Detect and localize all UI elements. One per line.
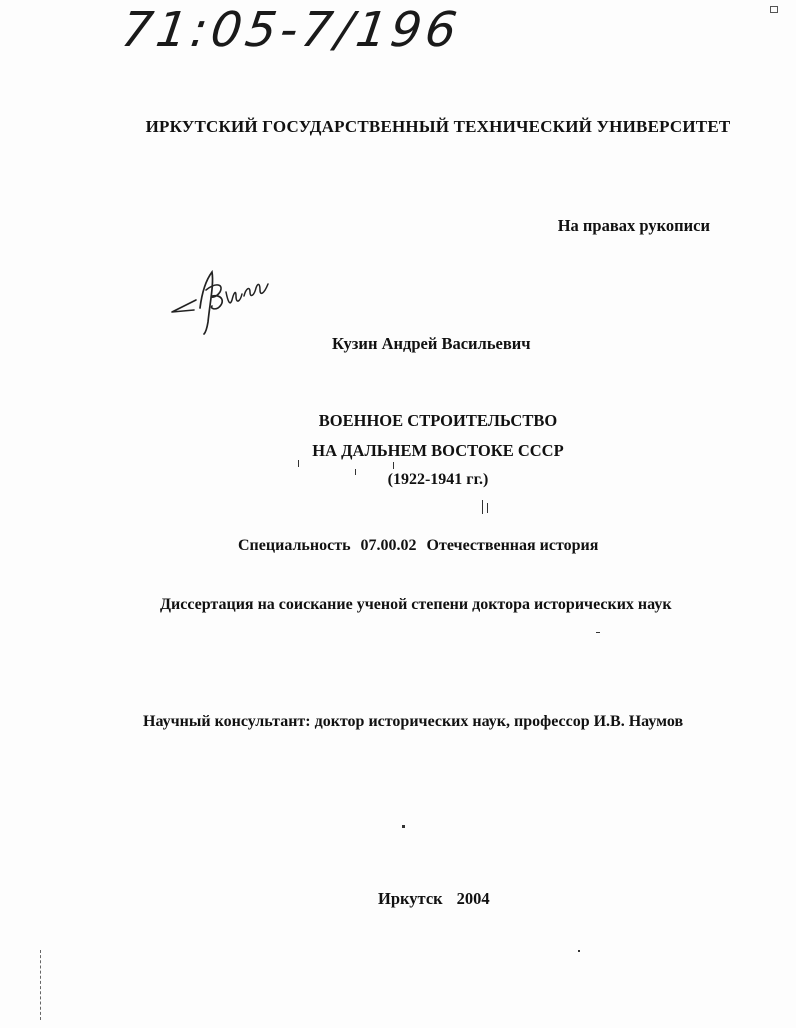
archive-stamp-number: 71:05-7/196 [118,2,464,58]
scan-speck [393,462,394,469]
scan-speck [487,503,488,513]
author-name: Кузин Андрей Васильевич [332,334,531,353]
year: 2004 [456,889,490,908]
title-line-1: ВОЕННОЕ СТРОИТЕЛЬСТВО [318,411,558,430]
dissertation-note: Диссертация на соискание ученой степени доктора исторических наук [160,596,672,613]
binding-edge-marks [40,950,43,1020]
specialty-name: Отечественная история [426,537,599,554]
university-name: ИРКУТСКИЙ ГОСУДАРСТВЕННЫЙ ТЕХНИЧЕСКИЙ УНИВЕРСИТЕТ [145,117,731,136]
rights-note: На правах рукописи [557,216,710,235]
title-line-2: НА ДАЛЬНЕМ ВОСТОКЕ СССР [312,441,564,460]
specialty-code: 07.00.02 [360,537,417,554]
city-year [378,889,490,909]
corner-mark [770,6,778,13]
scan-speck [578,950,580,952]
scan-speck [402,825,405,828]
scientific-consultant: Научный консультант: доктор исторических наук, профессор И.В. Наумов [143,713,684,730]
city: Иркутск [378,889,443,908]
title-line-3: (1922-1941 гг.) [387,471,489,488]
specialty-label: Специальность [238,537,351,554]
specialty-line [238,537,608,555]
scan-speck [298,460,299,467]
scan-speck [355,469,356,475]
handwritten-signature [166,262,278,336]
scan-speck [596,632,600,633]
scan-speck [482,500,483,514]
